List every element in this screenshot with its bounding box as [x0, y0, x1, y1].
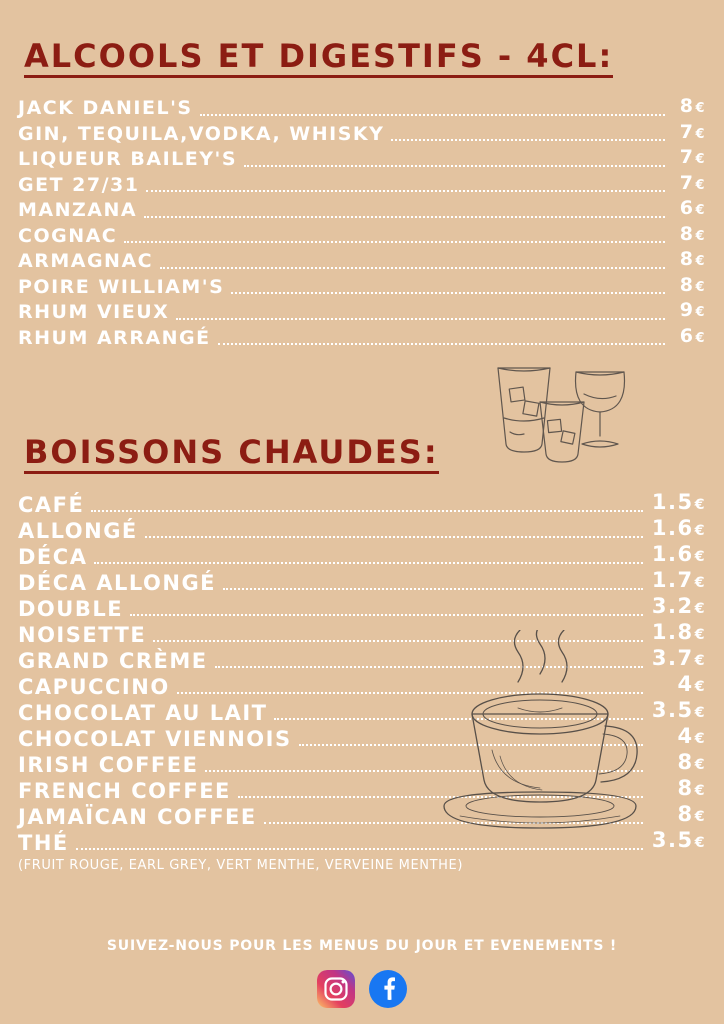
menu-item-price: [672, 145, 706, 173]
menu-item: [18, 830, 706, 856]
price-currency: €: [695, 177, 706, 193]
leader-dots: [76, 848, 643, 850]
price-amount: 8: [679, 95, 695, 117]
price-amount: 1.6: [651, 542, 694, 566]
menu-item-name: DÉCA ALLONGÉ: [18, 571, 217, 595]
price-amount: 1.8: [651, 620, 694, 644]
menu-item: [18, 492, 706, 518]
price-currency: €: [695, 101, 706, 116]
menu-item-price: [650, 515, 706, 544]
menu-item-name: MANZANA: [18, 199, 138, 221]
menu-item-name: FRENCH COFFEE: [18, 779, 231, 803]
menu-item: [18, 726, 706, 752]
price-amount: 7: [679, 146, 695, 168]
menu-item-name: DOUBLE: [18, 597, 124, 621]
leader-dots: [274, 718, 643, 720]
menu-item: [18, 275, 706, 301]
menu-item-name: CHOCOLAT AU LAIT: [18, 701, 268, 725]
price-currency: €: [695, 152, 706, 167]
leader-dots: [144, 216, 665, 218]
menu-item-price: [650, 749, 706, 778]
menu-item-price: [650, 723, 706, 752]
menu-item: [18, 674, 706, 700]
menu-item-name: LIQUEUR BAILEY'S: [18, 148, 238, 170]
menu-item-name: RHUM VIEUX: [18, 301, 170, 323]
menu-item-price: [650, 567, 706, 596]
leader-dots: [94, 562, 643, 564]
whisky-glasses-illustration: [484, 358, 644, 468]
menu-item-price: [650, 541, 706, 570]
facebook-link[interactable]: [369, 970, 407, 1008]
menu-item-name: CAPUCCINO: [18, 675, 170, 699]
instagram-link[interactable]: [317, 970, 355, 1008]
price-amount: 7: [679, 171, 695, 194]
leader-dots: [91, 510, 643, 512]
leader-dots: [238, 796, 643, 798]
menu-item-name: ALLONGÉ: [18, 519, 138, 543]
leader-dots: [231, 292, 665, 294]
menu-list-alcools: [18, 96, 706, 351]
leader-dots: [124, 241, 665, 243]
menu-item: [18, 778, 706, 804]
menu-item: [18, 752, 706, 778]
menu-item-price: [650, 775, 706, 804]
menu-item-name: GRAND CRÈME: [18, 649, 208, 673]
menu-item-name: DÉCA: [18, 545, 88, 569]
price-currency: €: [694, 575, 706, 591]
leader-dots: [299, 744, 643, 746]
menu-item: [18, 518, 706, 544]
price-amount: 4: [677, 724, 694, 748]
price-amount: 3.2: [651, 594, 694, 618]
menu-item: [18, 648, 706, 674]
menu-item-price: [650, 671, 706, 700]
price-currency: €: [694, 523, 706, 539]
price-currency: €: [695, 330, 706, 346]
menu-item-price: [672, 120, 706, 148]
menu-item-price: [672, 171, 706, 199]
menu-item-price: [672, 273, 706, 301]
menu-list-boissons-chaudes: [18, 492, 706, 856]
price-amount: 3.5: [651, 698, 694, 722]
price-amount: 8: [679, 222, 695, 245]
menu-item-name: POIRE WILLIAM'S: [18, 275, 225, 298]
menu-item: [18, 544, 706, 570]
facebook-icon[interactable]: [369, 970, 407, 1008]
menu-item: [18, 96, 706, 122]
menu-item: [18, 173, 706, 199]
menu-item: [18, 804, 706, 830]
price-amount: 8: [677, 750, 694, 774]
price-amount: 8: [677, 802, 694, 826]
menu-item-name: NOISETTE: [18, 623, 147, 647]
menu-item: [18, 300, 706, 326]
leader-dots: [264, 822, 643, 824]
menu-item-name: JAMAÏCAN COFFEE: [18, 805, 257, 829]
price-currency: €: [694, 731, 706, 747]
menu-item: [18, 198, 706, 224]
menu-item: [18, 224, 706, 250]
leader-dots: [200, 114, 665, 116]
menu-item: [18, 326, 706, 352]
instagram-icon[interactable]: [317, 970, 355, 1008]
price-amount: 1.5: [651, 490, 694, 514]
section-title-alcools: ALCOOLS ET DIGESTIFS - 4CL:: [24, 38, 613, 78]
price-amount: 3.5: [651, 828, 694, 852]
price-currency: €: [695, 279, 706, 295]
leader-dots: [244, 165, 665, 167]
price-currency: €: [694, 809, 706, 825]
leader-dots: [130, 614, 643, 616]
price-currency: €: [694, 549, 706, 565]
leader-dots: [177, 692, 643, 694]
price-amount: 1.7: [651, 568, 694, 592]
price-currency: €: [694, 835, 706, 851]
menu-item-price: [672, 247, 706, 275]
leader-dots: [223, 588, 643, 590]
menu-item: [18, 122, 706, 148]
price-currency: €: [694, 653, 706, 669]
menu-item: [18, 622, 706, 648]
leader-dots: [205, 770, 643, 772]
price-currency: €: [694, 601, 706, 617]
price-currency: €: [694, 705, 706, 721]
leader-dots: [153, 640, 643, 642]
price-currency: €: [695, 254, 706, 269]
price-currency: €: [694, 497, 706, 513]
menu-item-name: ARMAGNAC: [18, 250, 154, 272]
price-currency: €: [695, 203, 706, 218]
menu-item-price: [650, 593, 706, 622]
price-currency: €: [695, 228, 706, 244]
menu-item-name: GET 27/31: [18, 173, 140, 196]
price-currency: €: [695, 126, 706, 142]
footer-follow-text: SUIVEZ-NOUS POUR LES MENUS DU JOUR ET EVENEMENTS !: [106, 938, 618, 954]
price-amount: 1.6: [651, 516, 694, 540]
section-title-boissons-chaudes: BOISSONS CHAUDES:: [24, 434, 439, 474]
menu-item: [18, 700, 706, 726]
menu-item-price: [650, 619, 706, 648]
leader-dots: [146, 190, 665, 192]
menu-item-name: CAFÉ: [18, 493, 85, 517]
menu-item-price: [672, 196, 706, 224]
price-currency: €: [694, 627, 706, 643]
price-amount: 4: [677, 672, 694, 696]
menu-item-price: [650, 489, 706, 518]
menu-item-price: [672, 94, 706, 122]
menu-item-name: JACK DANIEL'S: [18, 97, 193, 119]
price-amount: 7: [679, 120, 695, 143]
leader-dots: [176, 318, 665, 320]
menu-item-price: [650, 827, 706, 856]
price-currency: €: [694, 757, 706, 773]
price-amount: 9: [679, 299, 695, 321]
menu-item-name: GIN, TEQUILA,VODKA, WHISKY: [18, 122, 385, 145]
menu-item: [18, 570, 706, 596]
tea-flavours-note: (FRUIT ROUGE, EARL GREY, VERT MENTHE, VERVEINE MENTHE): [18, 858, 463, 873]
menu-item-price: [650, 697, 706, 726]
price-currency: €: [694, 783, 706, 799]
leader-dots: [215, 666, 643, 668]
menu-item-name: IRISH COFFEE: [18, 753, 199, 777]
leader-dots: [145, 536, 643, 538]
price-amount: 6: [679, 197, 695, 219]
price-amount: 3.7: [651, 646, 694, 670]
menu-item: [18, 249, 706, 275]
leader-dots: [218, 343, 665, 345]
price-currency: €: [695, 305, 706, 320]
leader-dots: [391, 139, 665, 141]
menu-item-name: COGNAC: [18, 224, 118, 247]
price-amount: 8: [677, 776, 694, 800]
price-amount: 8: [679, 273, 695, 296]
menu-item-price: [650, 801, 706, 830]
menu-item-price: [672, 222, 706, 250]
menu-item-name: RHUM ARRANGÉ: [18, 326, 211, 349]
menu-item-price: [672, 324, 706, 352]
leader-dots: [160, 267, 665, 269]
price-currency: €: [694, 679, 706, 695]
social-links: [0, 970, 724, 1008]
menu-item-name: CHOCOLAT VIENNOIS: [18, 727, 292, 751]
menu-item-price: [672, 298, 706, 326]
price-amount: 8: [679, 248, 695, 270]
menu-item-name: THÉ: [18, 831, 69, 855]
menu-item: [18, 596, 706, 622]
price-amount: 6: [679, 324, 695, 347]
menu-item: [18, 147, 706, 173]
menu-item-price: [650, 645, 706, 674]
